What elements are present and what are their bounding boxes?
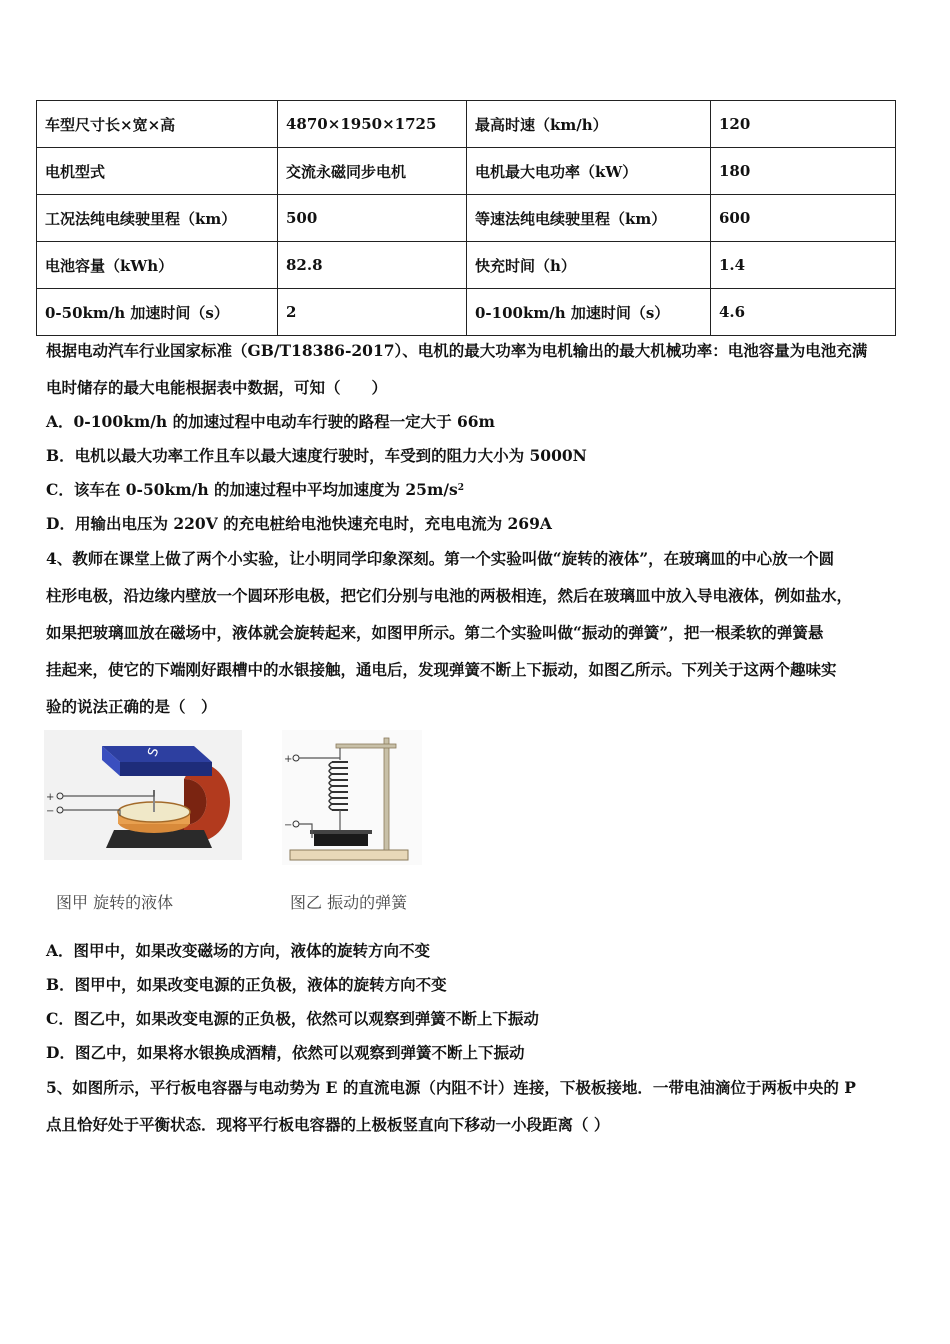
spec-value-cell: 2 (278, 289, 467, 336)
q3-option-a: A．0-100km/h 的加速过程中电动车行驶的路程一定大于 66m (46, 412, 495, 431)
spec-label-cell: 电池容量（kWh） (37, 242, 278, 289)
spec-label-cell: 电机型式 (37, 148, 278, 195)
spec-value-cell: 180 (711, 148, 896, 195)
spec-label-cell: 电机最大电功率（kW） (467, 148, 711, 195)
spec-value-cell: 交流永磁同步电机 (278, 148, 467, 195)
spec-label-cell: 最高时速（km/h） (467, 101, 711, 148)
spec-row (37, 289, 896, 336)
q4-stem-line1: 4、教师在课堂上做了两个小实验，让小明同学印象深刻。第一个实验叫做“旋转的液体”，在玻璃皿的中心放一个圆 (46, 549, 835, 568)
q3-option-d: D．用输出电压为 220V 的充电桩给电池快速充电时，充电电流为 269A (46, 514, 552, 533)
q4-stem-line5: 验的说法正确的是（ ） (46, 697, 217, 716)
q4-option-a: A．图甲中，如果改变磁场的方向，液体的旋转方向不变 (46, 941, 431, 960)
spec-row (37, 242, 896, 289)
q4-option-d: D．图乙中，如果将水银换成酒精，依然可以观察到弹簧不断上下振动 (46, 1043, 525, 1062)
q4-option-c: C．图乙中，如果改变电源的正负极，依然可以观察到弹簧不断上下振动 (46, 1009, 539, 1028)
spec-value-cell: 1.4 (711, 242, 896, 289)
spec-label-cell: 0-50km/h 加速时间（s） (37, 289, 278, 336)
spec-label-cell: 快充时间（h） (467, 242, 711, 289)
q4-stem-line3: 如果把玻璃皿放在磁场中，液体就会旋转起来，如图甲所示。第二个实验叫做“振动的弹簧”，把一根柔软的弹簧悬 (46, 623, 824, 642)
q4-stem-line4: 挂起来，使它的下端刚好跟槽中的水银接触，通电后，发现弹簧不断上下振动，如图乙所示。下列关于这两个趣味实 (46, 660, 837, 679)
q3-stem-line1: 根据电动汽车行业国家标准（GB/T18386-2017）、电机的最大功率为电机输出的最大机械功率：电池容量为电池充满 (46, 341, 868, 360)
spec-row (37, 101, 896, 148)
q3-option-c-sup: 2 (457, 483, 465, 493)
spec-label-cell: 工况法纯电续驶里程（km） (37, 195, 278, 242)
svg-text:+: + (284, 754, 293, 765)
spec-row (37, 148, 896, 195)
q3-option-b: B．电机以最大功率工作且车以最大速度行驶时，车受到的阻力大小为 5000N (46, 446, 587, 465)
spec-value-cell: 82.8 (278, 242, 467, 289)
figure-a-caption: 图甲 旋转的液体 (56, 893, 174, 912)
q3-option-c-text: C．该车在 0-50km/h 的加速过程中平均加速度为 25m/s (46, 480, 458, 499)
figure-b-caption: 图乙 振动的弹簧 (290, 893, 408, 912)
q5-stem-line1: 5、如图所示，平行板电容器与电动势为 E 的直流电源（内阻不计）连接，下极板接地．一带电油滴位于两板中央的 P (46, 1078, 856, 1097)
q3-option-c (46, 480, 464, 500)
q3-stem-line2: 电时储存的最大电能根据表中数据，可知（ ） (46, 378, 388, 397)
svg-text:−: − (284, 820, 293, 831)
q4-stem-line2: 柱形电极，沿边缘内壁放一个圆环形电极，把它们分别与电池的两极相连，然后在玻璃皿中放入导电液体，例如盐水， (46, 586, 853, 605)
q5-stem-line2: 点且恰好处于平衡状态．现将平行板电容器的上极板竖直向下移动一小段距离（ ） (46, 1115, 610, 1134)
spec-label-cell: 车型尺寸长×宽×高 (37, 101, 278, 148)
vehicle-spec-table (36, 100, 896, 336)
q4-option-b: B．图甲中，如果改变电源的正负极，液体的旋转方向不变 (46, 975, 447, 994)
svg-text:+: + (46, 792, 55, 803)
spec-value-cell: 120 (711, 101, 896, 148)
spec-label-cell: 等速法纯电续驶里程（km） (467, 195, 711, 242)
spec-label-cell: 0-100km/h 加速时间（s） (467, 289, 711, 336)
figure-vibrating-spring (282, 730, 422, 865)
magnet-s-label: S (145, 745, 163, 759)
spec-row (37, 195, 896, 242)
svg-text:−: − (46, 806, 55, 817)
figure-rotating-liquid (44, 730, 242, 860)
spec-value-cell: 4.6 (711, 289, 896, 336)
spec-value-cell: 600 (711, 195, 896, 242)
spec-value-cell: 4870×1950×1725 (278, 101, 467, 148)
spec-value-cell: 500 (278, 195, 467, 242)
